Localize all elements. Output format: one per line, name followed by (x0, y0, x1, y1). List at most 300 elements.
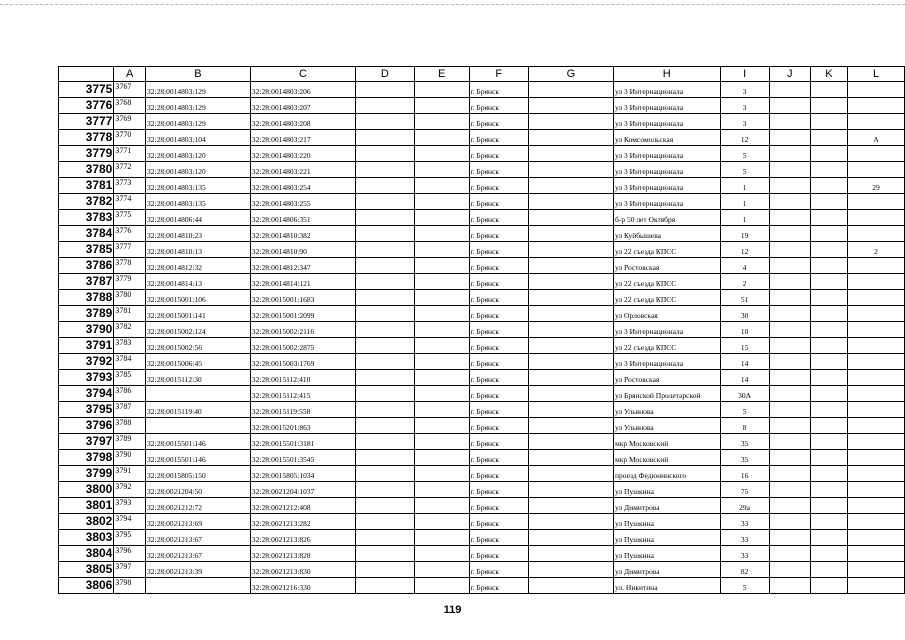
cell-k (810, 482, 847, 498)
cell-l (848, 514, 905, 530)
cell-d (355, 258, 414, 274)
cell-a: 3783 (114, 338, 146, 354)
cell-k (810, 450, 847, 466)
cell-d (355, 498, 414, 514)
cell-h: ул Ростовская (614, 258, 721, 274)
table-row (59, 82, 905, 98)
cell-j (769, 306, 810, 322)
cell-c: 32:28:0015501:3181 (250, 434, 355, 450)
cell-c: 32:28:0015112:410 (250, 370, 355, 386)
cell-l (848, 82, 905, 98)
cell-g (528, 498, 613, 514)
cell-g (528, 418, 613, 434)
cell-h: ул 3 Интернационала (614, 82, 721, 98)
cell-f: г. Брянск (469, 370, 528, 386)
cell-c: 32:28:0014803:206 (250, 82, 355, 98)
cell-c: 32:28:0015001:1683 (250, 290, 355, 306)
cell-i: 12 (720, 242, 769, 258)
cell-f: г. Брянск (469, 450, 528, 466)
cell-h: ул 3 Интернационала (614, 146, 721, 162)
cell-b: 32:28:0014803:120 (146, 162, 251, 178)
cell-h: ул Ульянова (614, 418, 721, 434)
cell-l (848, 386, 905, 402)
cell-a: 3796 (114, 546, 146, 562)
row-number: 3782 (59, 194, 114, 210)
cell-b: 32:28:0014806:44 (146, 210, 251, 226)
cell-e (414, 258, 469, 274)
cell-i: 16 (720, 466, 769, 482)
cell-d (355, 226, 414, 242)
cell-f: г. Брянск (469, 130, 528, 146)
cell-j (769, 290, 810, 306)
cell-j (769, 402, 810, 418)
cell-e (414, 370, 469, 386)
cell-h: ул 3 Интернационала (614, 322, 721, 338)
cell-l (848, 194, 905, 210)
cell-j (769, 226, 810, 242)
cell-e (414, 322, 469, 338)
cell-g (528, 290, 613, 306)
cell-d (355, 306, 414, 322)
cell-f: г. Брянск (469, 482, 528, 498)
table-row (59, 482, 905, 498)
cell-j (769, 466, 810, 482)
row-number: 3781 (59, 178, 114, 194)
cell-c: 32:28:0015112:415 (250, 386, 355, 402)
cell-l (848, 306, 905, 322)
cell-h: проезд Федюнинского (614, 466, 721, 482)
cell-b: 32:28:0015002:124 (146, 322, 251, 338)
cell-e (414, 274, 469, 290)
cell-k (810, 290, 847, 306)
cell-e (414, 290, 469, 306)
cell-b: 32:28:0014803:135 (146, 194, 251, 210)
cell-a: 3781 (114, 306, 146, 322)
row-number: 3791 (59, 338, 114, 354)
cell-j (769, 562, 810, 578)
row-number: 3805 (59, 562, 114, 578)
cell-b (146, 578, 251, 594)
cell-f: г. Брянск (469, 274, 528, 290)
cell-l (848, 258, 905, 274)
row-number: 3792 (59, 354, 114, 370)
cell-h: ул Комсомольская (614, 130, 721, 146)
cell-b: 32:28:0021213:67 (146, 530, 251, 546)
cell-e (414, 226, 469, 242)
cell-h: ул. Никитина (614, 578, 721, 594)
cell-j (769, 130, 810, 146)
cell-g (528, 178, 613, 194)
row-number: 3802 (59, 514, 114, 530)
cell-b: 32:28:0015001:141 (146, 306, 251, 322)
cell-k (810, 338, 847, 354)
cell-f: г. Брянск (469, 530, 528, 546)
cell-e (414, 418, 469, 434)
cell-f: г. Брянск (469, 98, 528, 114)
cell-f: г. Брянск (469, 210, 528, 226)
cell-f: г. Брянск (469, 546, 528, 562)
table-row (59, 418, 905, 434)
cell-b: 32:28:0021213:69 (146, 514, 251, 530)
column-header-g: G (528, 67, 613, 82)
row-number: 3775 (59, 82, 114, 98)
table-row (59, 578, 905, 594)
cell-g (528, 130, 613, 146)
cell-a: 3788 (114, 418, 146, 434)
cell-l (848, 434, 905, 450)
cell-j (769, 82, 810, 98)
cell-h: ул 3 Интернационала (614, 194, 721, 210)
cell-c: 32:28:0021204:1037 (250, 482, 355, 498)
cell-i: 5 (720, 162, 769, 178)
cell-d (355, 530, 414, 546)
cell-f: г. Брянск (469, 562, 528, 578)
cell-e (414, 514, 469, 530)
table-row (59, 258, 905, 274)
row-number: 3788 (59, 290, 114, 306)
row-number: 3785 (59, 242, 114, 258)
cell-h: ул Орловская (614, 306, 721, 322)
cell-a: 3790 (114, 450, 146, 466)
cell-g (528, 162, 613, 178)
cell-i: 35 (720, 450, 769, 466)
table-row (59, 98, 905, 114)
cell-i: 14 (720, 370, 769, 386)
cell-b: 32:28:0015501:146 (146, 434, 251, 450)
cell-k (810, 82, 847, 98)
cell-i: 4 (720, 258, 769, 274)
row-number: 3780 (59, 162, 114, 178)
cell-g (528, 82, 613, 98)
cell-b: 32:28:0014810:13 (146, 242, 251, 258)
cell-k (810, 402, 847, 418)
cell-f: г. Брянск (469, 114, 528, 130)
cell-d (355, 114, 414, 130)
cell-l (848, 338, 905, 354)
cell-h: ул Димитрова (614, 498, 721, 514)
cell-l: 2 (848, 242, 905, 258)
cell-i: 12 (720, 130, 769, 146)
cell-c: 32:28:0014806:351 (250, 210, 355, 226)
cell-c: 32:28:0021213:826 (250, 530, 355, 546)
cell-h: ул 22 съезда КПСС (614, 338, 721, 354)
cell-d (355, 210, 414, 226)
cell-e (414, 466, 469, 482)
cell-g (528, 434, 613, 450)
cell-l (848, 450, 905, 466)
cell-h: ул Пушкина (614, 514, 721, 530)
cell-b: 32:28:0021212:72 (146, 498, 251, 514)
table-row (59, 450, 905, 466)
cell-c: 32:28:0014814:121 (250, 274, 355, 290)
column-header-i: I (720, 67, 769, 82)
cell-h: ул Пушкина (614, 546, 721, 562)
cell-d (355, 562, 414, 578)
cell-k (810, 354, 847, 370)
table-row (59, 162, 905, 178)
cell-d (355, 482, 414, 498)
cell-l (848, 562, 905, 578)
cell-c: 32:28:0014810:382 (250, 226, 355, 242)
cell-h: ул 3 Интернационала (614, 354, 721, 370)
cell-h: ул Брянской Пролетарской (614, 386, 721, 402)
cell-b: 32:28:0015805:150 (146, 466, 251, 482)
cell-a: 3780 (114, 290, 146, 306)
cell-c: 32:28:0015003:1769 (250, 354, 355, 370)
cell-k (810, 146, 847, 162)
cell-i: 14 (720, 354, 769, 370)
cell-f: г. Брянск (469, 82, 528, 98)
cell-g (528, 338, 613, 354)
cell-i: 3 (720, 114, 769, 130)
cell-f: г. Брянск (469, 338, 528, 354)
cell-c: 32:28:0015501:3545 (250, 450, 355, 466)
cell-e (414, 210, 469, 226)
cell-j (769, 258, 810, 274)
cell-g (528, 546, 613, 562)
cell-g (528, 274, 613, 290)
cell-f: г. Брянск (469, 434, 528, 450)
cell-c: 32:28:0015805:1034 (250, 466, 355, 482)
cell-b: 32:28:0014803:104 (146, 130, 251, 146)
row-number: 3776 (59, 98, 114, 114)
cell-k (810, 546, 847, 562)
cell-c: 32:28:0014803:217 (250, 130, 355, 146)
cell-g (528, 322, 613, 338)
cell-i: 5 (720, 578, 769, 594)
cell-d (355, 386, 414, 402)
cell-g (528, 450, 613, 466)
cell-b: 32:28:0014814:13 (146, 274, 251, 290)
cell-d (355, 546, 414, 562)
cell-g (528, 578, 613, 594)
scan-top-edge (0, 4, 905, 9)
cell-f: г. Брянск (469, 178, 528, 194)
table-row (59, 290, 905, 306)
table-row (59, 242, 905, 258)
cell-i: 1 (720, 178, 769, 194)
cell-e (414, 482, 469, 498)
column-header-b: B (146, 67, 251, 82)
cell-f: г. Брянск (469, 466, 528, 482)
column-header-h: H (614, 67, 721, 82)
cell-a: 3785 (114, 370, 146, 386)
row-number: 3796 (59, 418, 114, 434)
table-row (59, 370, 905, 386)
cell-c: 32:28:0015002:2875 (250, 338, 355, 354)
cell-e (414, 338, 469, 354)
cell-f: г. Брянск (469, 514, 528, 530)
cell-j (769, 514, 810, 530)
cell-h: мкр Московский (614, 450, 721, 466)
table-row (59, 178, 905, 194)
cell-d (355, 146, 414, 162)
cell-c: 32:28:0014803:254 (250, 178, 355, 194)
cell-c: 32:28:0015201:863 (250, 418, 355, 434)
cell-i: 2 (720, 274, 769, 290)
cell-c: 32:28:0014803:208 (250, 114, 355, 130)
cell-a: 3794 (114, 514, 146, 530)
cell-a: 3793 (114, 498, 146, 514)
cell-b: 32:28:0015002:56 (146, 338, 251, 354)
cell-l: 29 (848, 178, 905, 194)
cell-e (414, 354, 469, 370)
cell-l (848, 466, 905, 482)
cell-e (414, 386, 469, 402)
page-number: 119 (443, 604, 462, 616)
cell-g (528, 514, 613, 530)
cell-h: ул Пушкина (614, 482, 721, 498)
cell-j (769, 530, 810, 546)
cell-h: ул 22 съезда КПСС (614, 274, 721, 290)
cell-k (810, 226, 847, 242)
row-number: 3783 (59, 210, 114, 226)
cell-a: 3779 (114, 274, 146, 290)
cell-e (414, 562, 469, 578)
table-row (59, 546, 905, 562)
cell-e (414, 82, 469, 98)
row-number: 3779 (59, 146, 114, 162)
cell-c: 32:28:0021216:330 (250, 578, 355, 594)
cell-a: 3789 (114, 434, 146, 450)
cell-i: 82 (720, 562, 769, 578)
cell-k (810, 306, 847, 322)
cell-c: 32:28:0015119:558 (250, 402, 355, 418)
cell-f: г. Брянск (469, 578, 528, 594)
cell-e (414, 578, 469, 594)
table-row (59, 194, 905, 210)
cell-b: 32:28:0014803:129 (146, 114, 251, 130)
cell-k (810, 130, 847, 146)
cell-e (414, 306, 469, 322)
row-number: 3806 (59, 578, 114, 594)
cell-l (848, 482, 905, 498)
cell-h: ул 3 Интернационала (614, 178, 721, 194)
cell-j (769, 482, 810, 498)
cell-c: 32:28:0014810:90 (250, 242, 355, 258)
cell-j (769, 210, 810, 226)
cell-j (769, 146, 810, 162)
cell-l (848, 578, 905, 594)
cell-i: 51 (720, 290, 769, 306)
table-row (59, 322, 905, 338)
cell-d (355, 290, 414, 306)
cell-h: ул 3 Интернационала (614, 98, 721, 114)
cell-l (848, 226, 905, 242)
cell-i: 3 (720, 98, 769, 114)
cell-l (848, 498, 905, 514)
cell-a: 3792 (114, 482, 146, 498)
cell-i: 1 (720, 210, 769, 226)
row-number: 3804 (59, 546, 114, 562)
cell-k (810, 434, 847, 450)
cell-e (414, 530, 469, 546)
column-header-l: L (848, 67, 905, 82)
cell-a: 3795 (114, 530, 146, 546)
row-number: 3794 (59, 386, 114, 402)
cell-l (848, 162, 905, 178)
cell-g (528, 114, 613, 130)
cell-i: 1 (720, 194, 769, 210)
cell-c: 32:28:0014812:347 (250, 258, 355, 274)
row-number: 3801 (59, 498, 114, 514)
cell-l (848, 402, 905, 418)
cell-h: ул Ульянова (614, 402, 721, 418)
cell-a: 3787 (114, 402, 146, 418)
cell-i: 33 (720, 530, 769, 546)
row-number: 3798 (59, 450, 114, 466)
cell-b: 32:28:0015006:45 (146, 354, 251, 370)
cell-g (528, 306, 613, 322)
row-number: 3800 (59, 482, 114, 498)
cell-e (414, 114, 469, 130)
cell-g (528, 402, 613, 418)
cell-b: 32:28:0021204:50 (146, 482, 251, 498)
row-number: 3793 (59, 370, 114, 386)
cell-c: 32:28:0015001:2099 (250, 306, 355, 322)
cell-e (414, 434, 469, 450)
cell-i: 29а (720, 498, 769, 514)
cell-i: 35 (720, 434, 769, 450)
row-number: 3799 (59, 466, 114, 482)
cell-a: 3772 (114, 162, 146, 178)
cell-c: 32:28:0014803:221 (250, 162, 355, 178)
cell-g (528, 386, 613, 402)
cell-i: 30 (720, 306, 769, 322)
cell-k (810, 178, 847, 194)
cell-a: 3776 (114, 226, 146, 242)
column-header-k: K (810, 67, 847, 82)
table-row (59, 226, 905, 242)
cell-a: 3774 (114, 194, 146, 210)
cell-b: 32:28:0021213:67 (146, 546, 251, 562)
cell-j (769, 242, 810, 258)
cell-k (810, 530, 847, 546)
cell-c: 32:28:0021212:408 (250, 498, 355, 514)
cell-d (355, 370, 414, 386)
column-header-a: A (114, 67, 146, 82)
cell-h: ул Куйбышева (614, 226, 721, 242)
cell-a: 3769 (114, 114, 146, 130)
column-header-e: E (414, 67, 469, 82)
table-row (59, 514, 905, 530)
cell-d (355, 194, 414, 210)
cell-f: г. Брянск (469, 194, 528, 210)
cell-l (848, 114, 905, 130)
cell-c: 32:28:0014803:255 (250, 194, 355, 210)
cell-i: 33 (720, 514, 769, 530)
cell-d (355, 514, 414, 530)
cell-f: г. Брянск (469, 146, 528, 162)
cell-a: 3786 (114, 386, 146, 402)
cell-d (355, 418, 414, 434)
column-header-d: D (355, 67, 414, 82)
cell-e (414, 498, 469, 514)
cell-a: 3797 (114, 562, 146, 578)
table-row (59, 114, 905, 130)
cell-f: г. Брянск (469, 306, 528, 322)
cell-a: 3784 (114, 354, 146, 370)
cell-j (769, 162, 810, 178)
cell-b: 32:28:0014810:23 (146, 226, 251, 242)
cell-b: 32:28:0014803:129 (146, 82, 251, 98)
cell-k (810, 578, 847, 594)
cell-j (769, 338, 810, 354)
cell-i: 33 (720, 546, 769, 562)
cell-g (528, 194, 613, 210)
cell-k (810, 258, 847, 274)
cell-k (810, 418, 847, 434)
